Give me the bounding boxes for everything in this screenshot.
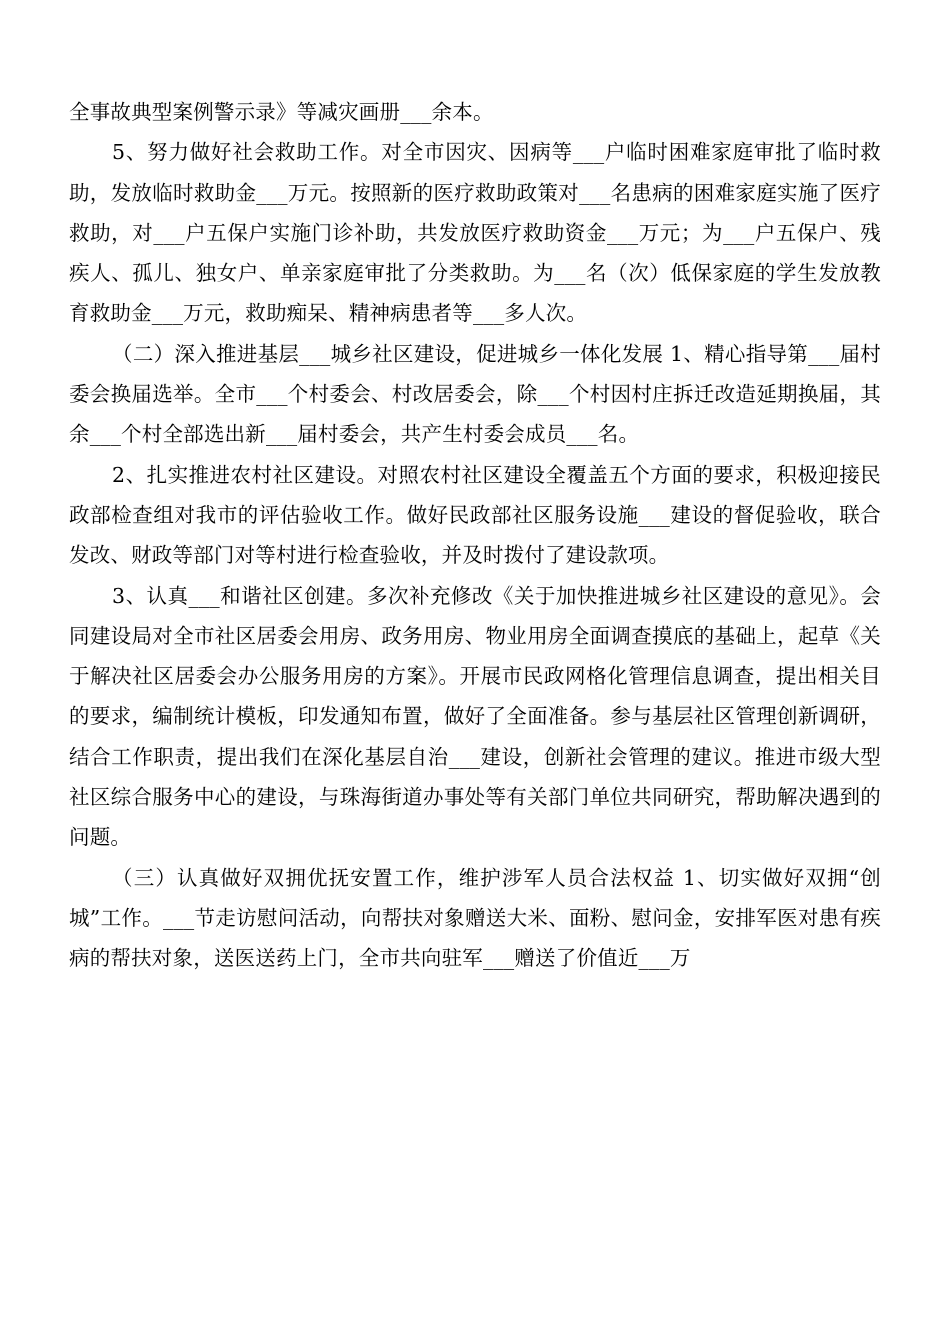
paragraph-6: （三）认真做好双拥优抚安置工作，维护涉军人员合法权益 1、切实做好双拥“创城”工作。___节走访慰问活动，向帮扶对象赠送大米、面粉、慰问金，安排军医对患有疾病的帮扶对象，送医送药上门，全市共向驻军___赠送了价值近___万 — [69, 865, 881, 971]
paragraph-5: 3、认真___和谐社区创建。多次补充修改《关于加快推进城乡社区建设的意见》。会同建设局对全市社区居委会用房、政务用房、物业用房全面调查摸底的基础上，起草《关于解决社区居委会办公服务用房的方案》。开展市民政网格化管理信息调查，提出相关目的要求，编制统计模板，印发通知布置，做好了全面准备。参与基层社区管理创新调研，结合工作职责，提出我们在深化基层自治___建设，创新社会管理的建议。推进市级大型社区综合服务中心的建设，与珠海街道办事处等有关部门单位共同研究，帮助解决遇到的问题。 — [69, 583, 881, 850]
paragraph-2: 5、努力做好社会救助工作。对全市因灾、因病等___户临时困难家庭审批了临时救助，发放临时救助金___万元。按照新的医疗救助政策对___名患病的困难家庭实施了医疗救助，对___户五保户实施门诊补助，共发放医疗救助资金___万元；为___户五保户、残疾人、孤儿、独女户、单亲家庭审批了分类救助。为___名（次）低保家庭的学生发放教育救助金___万元，救助痴呆、精神病患者等___多人次。 — [69, 140, 881, 326]
paragraph-1: 全事故典型案例警示录》等减灾画册___余本。 — [69, 100, 494, 124]
paragraph-3: （二）深入推进基层___城乡社区建设，促进城乡一体化发展 1、精心指导第___届村委会换届选举。全市___个村委会、村改居委会，除___个村因村庄拆迁改造延期换届，其余___个村全部选出新___届村委会，共产生村委会成员___名。 — [69, 341, 881, 447]
document-body — [69, 92, 881, 979]
paragraph-4: 2、扎实推进农村社区建设。对照农村社区建设全覆盖五个方面的要求，积极迎接民政部检查组对我市的评估验收工作。做好民政部社区服务设施___建设的督促验收，联合发改、财政等部门对等村进行检查验收，并及时拨付了建设款项。 — [69, 462, 881, 568]
